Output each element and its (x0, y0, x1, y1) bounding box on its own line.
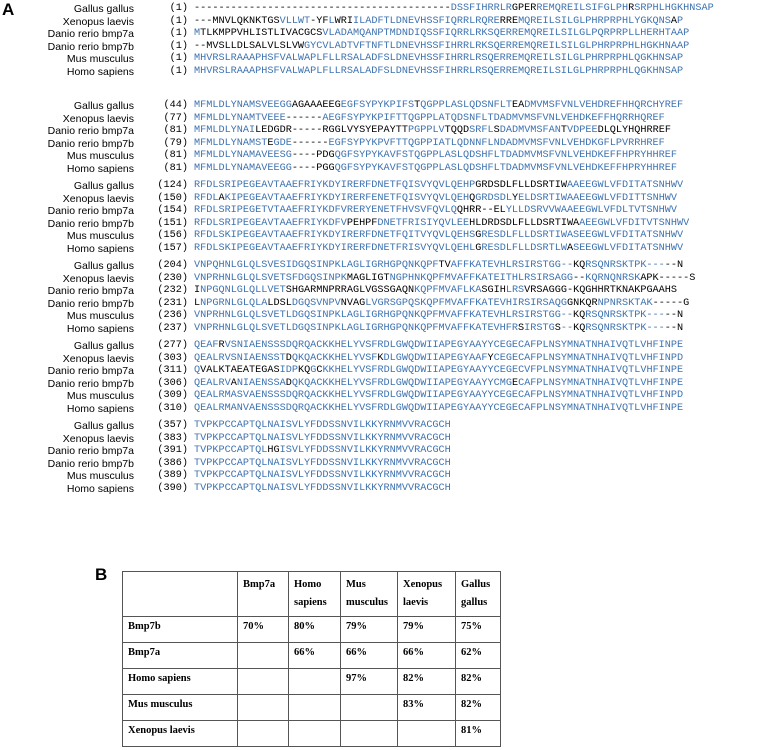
species-name: Danio rerio bmp7b (47, 457, 134, 470)
table-row (123, 643, 501, 669)
residue-start-number: (77) (163, 112, 188, 124)
alignment-row (0, 163, 766, 176)
species-name: Mus musculus (66, 470, 134, 483)
sequence-text: MHVRSLRAAAPHSFVALWAPLFLLRSALADFSLDNEVHSSFIHRRLRSQERREMQREILSILGLPHRPRPHLQGKHNSAP (194, 65, 684, 77)
alignment-row (0, 470, 766, 483)
sequence-text: MTLKMPPVHLISTLIVACGCSVLADAMQANPTMDNDIQSSFIQRRLRKSQERREMQREILSILGLPQRPRPLLHERHTAAP (194, 28, 690, 40)
sequence-text: RFDLSKIPEGEAVTAAEFRIYKDYIRERFDNETFQITVYQVLQEHSGRESDLFLLDSRTIWASEEGWLVFDITATSNHWV (194, 230, 684, 242)
identity-value: 66% (341, 643, 398, 669)
sequence-text: VNPQHNLGLQLSVESIDGQSINPKLAGLIGRHGPQNKQPFTVAFFKATEVHLRSIRSTGG--KQRSQNRSKTPK-----N (194, 260, 684, 271)
table-header-cell: Gallus gallus (456, 572, 501, 617)
residue-start-number: (1) (169, 40, 188, 52)
alignment-row (0, 353, 766, 366)
identity-value: 75% (456, 617, 501, 643)
identity-value (238, 643, 289, 669)
identity-value: 82% (398, 669, 456, 695)
species-name: Xenopus laevis (62, 272, 134, 285)
alignment-row (0, 445, 766, 458)
species-name: Danio rerio bmp7b (47, 297, 134, 310)
identity-value: 66% (289, 643, 341, 669)
identity-value: 66% (398, 643, 456, 669)
species-name: Danio rerio bmp7a (47, 365, 134, 378)
alignment-row (0, 340, 766, 353)
sequence-text: RFDLSRIPEGETVTAAEFRIYKDFVRERYENETFHVSVFQVLQQHRR--ELYLLDSRVVWAAEEGWLVFDLTVTSNHWV (194, 205, 677, 217)
alignment-row (0, 230, 766, 243)
sequence-text: VNPRHNLGLQLSVETLDGQSINPKLAGLIGRHGPQNKQPFMVAFFKATEVHFRSIRSTGS--KQRSQNRSKTPK-----N (194, 322, 684, 334)
panel-b-label: B (95, 565, 108, 584)
species-name: Homo sapiens (66, 162, 134, 175)
identity-value: 82% (456, 669, 501, 695)
residue-start-number: (309) (157, 390, 188, 402)
residue-start-number: (1) (169, 28, 188, 40)
sequence-text: TVPKPCCAPTQLNAISVLYFDDSSNVILKKYRNMVVRACGCH (194, 470, 451, 482)
species-name: Xenopus laevis (62, 432, 134, 445)
residue-start-number: (1) (169, 65, 188, 77)
alignment-row (0, 458, 766, 471)
alignment-row (0, 28, 766, 41)
species-name: Gallus gallus (73, 3, 134, 15)
residue-start-number: (391) (157, 445, 188, 457)
residue-start-number: (277) (157, 340, 188, 351)
sequence-text: MHVRSLRAAAPHSFVALWAPLFLLRSALADFSLDNEVHSSFIHRRLRSQERREMQREILSILGLPHRPRPHLQGKHNSAP (194, 53, 684, 65)
sequence-text: TVPKPCCAPTQLNAISVLYFDDSSNVILKKYRNMVVRACGCH (194, 482, 451, 494)
residue-start-number: (389) (157, 470, 188, 482)
residue-start-number: (204) (157, 260, 188, 271)
identity-value: 81% (456, 721, 501, 747)
sequence-text: ---MNVLQKNKTGSVLLWT-YFLWRIILADFTLDNEVHSSFIQRRLRQRERREMQREILSILGLPHRPRPHLYGKQNSAP (194, 15, 684, 27)
alignment-block (0, 3, 766, 79)
alignment-row (0, 53, 766, 66)
identity-value: 80% (289, 617, 341, 643)
species-name: Homo sapiens (66, 242, 134, 255)
residue-start-number: (157) (157, 242, 188, 254)
identity-value (238, 669, 289, 695)
identity-value (341, 721, 398, 747)
alignment-row (0, 285, 766, 298)
identity-value: 83% (398, 695, 456, 721)
alignment-row (0, 205, 766, 218)
residue-start-number: (1) (169, 53, 188, 65)
identity-value (238, 695, 289, 721)
alignment-row (0, 66, 766, 79)
residue-start-number: (150) (157, 192, 188, 204)
identity-value: 82% (456, 695, 501, 721)
table-row (123, 617, 501, 643)
sequence-text: RFDLAKIPEGEAVTAAEFRIYKDYIRERFENETFQISVYQVLQEHQGRDSDLYELDSRTIWAAEEGWLVFDITTSNHWV (194, 192, 678, 204)
species-name: Xenopus laevis (62, 112, 134, 125)
sequence-text: QEALRVSNIAENSSTDQKQACKKHELYVSFKDLGWQDWIIAPEGYAAFYCEGECAFPLNSYMNATNHAIVQTLVHFINPD (194, 352, 684, 364)
identity-value: 97% (341, 669, 398, 695)
species-name: Gallus gallus (73, 100, 134, 112)
residue-start-number: (311) (157, 365, 188, 377)
species-name: Xenopus laevis (62, 15, 134, 28)
identity-value: 70% (238, 617, 289, 643)
alignment-row (0, 113, 766, 126)
residue-start-number: (151) (157, 217, 188, 229)
table-row-label: Homo sapiens (123, 669, 238, 695)
species-name: Danio rerio bmp7b (47, 137, 134, 150)
species-name: Danio rerio bmp7b (47, 40, 134, 53)
sequence-text: QEALRVANIAENSSADQKQACKKHELYVSFRDLGWQDWIIAPEGYAAYYCMGECAFPLNSYMNATNHAIVQTLVHFINPE (194, 377, 684, 389)
alignment-block (0, 260, 766, 336)
sequence-text: --MVSLLDLSALVLSLVWGYCVLADTVFTNFTLDNEVHSSFIHRRLRKSQERREMQREILSILGLPHRPRPHLHGKHNAAP (194, 40, 690, 52)
residue-start-number: (232) (157, 285, 188, 297)
identity-value: 79% (398, 617, 456, 643)
residue-start-number: (386) (157, 457, 188, 469)
sequence-text: RFDLSRIPEGEAVTAAEFRIYKDFVPEHPFDNETFRISIYQVLEEHLDRDSDLFLLDSRTIWAAEEGWLVFDITVTSNHWV (194, 217, 690, 229)
alignment-row (0, 433, 766, 446)
alignment-row (0, 390, 766, 403)
species-name: Mus musculus (66, 390, 134, 403)
identity-value (289, 721, 341, 747)
sequence-text: VNPRHNLGLQLSVETSFDGQSINPKMAGLIGTNGPHNKQPFMVAFFKATEITHLRSIRSAGG--KQRNQNRSKAPK-----S (194, 272, 696, 284)
species-name: Homo sapiens (66, 402, 134, 415)
residue-start-number: (236) (157, 310, 188, 322)
species-name: Xenopus laevis (62, 192, 134, 205)
table-row-label: Bmp7a (123, 643, 238, 669)
species-name: Homo sapiens (66, 322, 134, 335)
alignment-row (0, 378, 766, 391)
table-row-label: Mus musculus (123, 695, 238, 721)
residue-start-number: (81) (163, 125, 188, 137)
alignment-row (0, 298, 766, 311)
residue-start-number: (306) (157, 377, 188, 389)
identity-value (238, 721, 289, 747)
sequence-text: LNPGRNLGLQLALDSLDGQSVNPVNVAGLVGRSGPQSKQPFMVAFFKATEVHIRSIRSAQGGNKQRNPNRSKTAK-----G (194, 297, 690, 309)
sequence-text: RFDLSRIPEGEAVTAAEFRIYKDYIRERFDNETFQISVYQVLQEHPGRDSDLFLLDSRTIWAAEEGWLVFDITATSNHWV (194, 180, 684, 191)
residue-start-number: (230) (157, 272, 188, 284)
alignment-block (0, 340, 766, 416)
species-name: Mus musculus (66, 53, 134, 66)
sequence-text: INPGQNLGLQLLVETSHGARMNPRRAGLVGSSGAQNKQPFMVAFLKASGIHLRSVRSAGGG-KQGHHRTKNAKPGAAHS (194, 285, 678, 297)
residue-start-number: (154) (157, 205, 188, 217)
residue-start-number: (383) (157, 432, 188, 444)
residue-start-number: (156) (157, 230, 188, 242)
residue-start-number: (231) (157, 297, 188, 309)
table-row-label: Bmp7b (123, 617, 238, 643)
sequence-text: MFMLDLYNAILEDGDR-----RGGLVYSYEPAYTTPGPPLVTQQDSRFLSDADMVMSFANTVDPEEDLQLYHQHRREF (194, 125, 671, 137)
sequence-text: ------------------------------------------DSSFIHRRLRGPERREMQREILSIFGLPHRSRPHLHGKHNSAP (194, 3, 714, 14)
alignment-row (0, 403, 766, 416)
residue-start-number: (390) (157, 482, 188, 494)
table-row (123, 721, 501, 747)
sequence-text: QVALKTAEATEGASIDPKQGCKKHELYVSFRDLGWQDWIIAPEGYAAYYCEGECVFPLNSYMNATNHAIVQTLVHFINPE (194, 365, 684, 377)
species-name: Danio rerio bmp7a (47, 445, 134, 458)
residue-start-number: (357) (157, 420, 188, 431)
panel-a-label: A (2, 0, 15, 19)
alignment-row (0, 193, 766, 206)
species-name: Danio rerio bmp7a (47, 125, 134, 138)
species-name: Gallus gallus (73, 180, 134, 192)
alignment-row (0, 3, 766, 16)
species-name: Gallus gallus (73, 260, 134, 272)
residue-start-number: (237) (157, 322, 188, 334)
species-name: Danio rerio bmp7a (47, 285, 134, 298)
residue-start-number: (81) (163, 162, 188, 174)
identity-value (289, 669, 341, 695)
residue-start-number: (124) (157, 180, 188, 191)
table-header-cell: Bmp7a (238, 572, 289, 617)
table-row (123, 695, 501, 721)
species-name: Gallus gallus (73, 420, 134, 432)
sequence-text: MFMLDLYNAMSVEEGGAGAAAEEGEGFSYPYKPIFSTQGPPLASLQDSNFLTEADMVMSFVNLVEHDREFHHQRCHYREF (194, 100, 684, 111)
species-name: Danio rerio bmp7a (47, 28, 134, 41)
sequence-text: QEALRMASVAENSSSDQRQACKKHELYVSFRDLGWQDWIIAPEGYAAYYCEGECAFPLNSYMNATNHAIVQTLVHFINPD (194, 390, 684, 402)
residue-start-number: (79) (163, 137, 188, 149)
table-row (123, 669, 501, 695)
sequence-text: MFMLDLYNAMSTEGDE------EGFSYPYKPVFTTQGPPIATLQDNNFLNDADMVMSFVNLVEHDKGFLPVRRHREF (194, 137, 665, 149)
sequence-text: RFDLSKIPEGEAVTAAEFRIYKDYIRERFDNETFRISVYQVLQEHLGRESDLFLLDSRTLWASEEGWLVFDITATSNHWV (194, 242, 684, 254)
identity-value (289, 695, 341, 721)
identity-value: 62% (456, 643, 501, 669)
table-header-cell: Xenopus laevis (398, 572, 456, 617)
species-name: Mus musculus (66, 310, 134, 323)
sequence-text: QEAFRVSNIAENSSSDQRQACKKHELYVSFRDLGWQDWIIAPEGYAAYYCEGECAFPLNSYMNATNHAIVQTLVHFINPE (194, 340, 684, 351)
residue-start-number: (1) (169, 15, 188, 27)
alignment-row (0, 150, 766, 163)
species-name: Danio rerio bmp7b (47, 217, 134, 230)
residue-start-number: (1) (169, 3, 188, 14)
alignment-block (0, 420, 766, 496)
table-header-cell: Homo sapiens (289, 572, 341, 617)
alignment-row (0, 243, 766, 256)
sequence-text: VNPRHNLGLQLSVETLDGQSINPKLAGLIGRHGPQNKQPFMVAFFKATEVHLRSIRSTGG--KQRSQNRSKTPK-----N (194, 310, 684, 322)
table-header-cell (123, 572, 238, 617)
residue-start-number: (44) (163, 100, 188, 111)
species-name: Mus musculus (66, 230, 134, 243)
alignment-row (0, 218, 766, 231)
sequence-text: QEALRMANVAENSSSDQRQACKKHELYVSFRDLGWQDWIIAPEGYAAYYCEGECAFPLNSYMNATNHAIVQTLVHFINPE (194, 402, 684, 414)
identity-value (341, 695, 398, 721)
species-name: Danio rerio bmp7a (47, 205, 134, 218)
identity-value (398, 721, 456, 747)
alignment-row (0, 125, 766, 138)
identity-value: 79% (341, 617, 398, 643)
species-name: Homo sapiens (66, 482, 134, 495)
alignment-row (0, 323, 766, 336)
alignment-row (0, 273, 766, 286)
species-name: Danio rerio bmp7b (47, 377, 134, 390)
residue-start-number: (303) (157, 352, 188, 364)
alignment-row (0, 100, 766, 113)
sequence-text: TVPKPCCAPTQLNAISVLYFDDSSNVILKKYRNMVVRACGCH (194, 457, 451, 469)
sequence-text: TVPKPCCAPTQLNAISVLYFDDSSNVILKKYRNMVVRACGCH (194, 420, 451, 431)
species-name: Gallus gallus (73, 340, 134, 352)
identity-table (122, 571, 501, 747)
alignment-row (0, 260, 766, 273)
alignment-row (0, 365, 766, 378)
table-row-label: Xenopus laevis (123, 721, 238, 747)
table-header-cell: Mus musculus (341, 572, 398, 617)
sequence-text: MFMLDLYNAMAVEEGG----PGGQGFSYPYKAVFSTQGPPLASLQDSHFLTDADMVMSFVNLVEHDKEFFHPRYHHREF (194, 162, 677, 174)
species-name: Xenopus laevis (62, 352, 134, 365)
alignment-row (0, 483, 766, 496)
alignment-row (0, 310, 766, 323)
alignment-block (0, 180, 766, 256)
sequence-text: TVPKPCCAPTQLHGISVLYFDDSSNVILKKYRNMVVRACGCH (194, 445, 451, 457)
alignment-row (0, 41, 766, 54)
alignment-row (0, 180, 766, 193)
alignment-row (0, 138, 766, 151)
alignment-row (0, 16, 766, 29)
sequence-text: MFMLDLYNAMTVEEE------AEGFSYPYKPIFTTQGPPLATQDSNFLTDADMVMSFVNLVEHDKEFFHQRRHQREF (194, 112, 665, 124)
species-name: Mus musculus (66, 150, 134, 163)
sequence-text: MFMLDLYNAMAVEESG----PDGQGFSYPYKAVFSTQGPPLASLQDSHFLTDADMVMSFVNLVEHDKEFFHPRYHHREF (194, 150, 677, 162)
alignment-block (0, 100, 766, 176)
residue-start-number: (310) (157, 402, 188, 414)
residue-start-number: (81) (163, 150, 188, 162)
sequence-text: TVPKPCCAPTQLNAISVLYFDDSSNVILKKYRNMVVRACGCH (194, 432, 451, 444)
species-name: Homo sapiens (66, 65, 134, 78)
alignment-row (0, 420, 766, 433)
